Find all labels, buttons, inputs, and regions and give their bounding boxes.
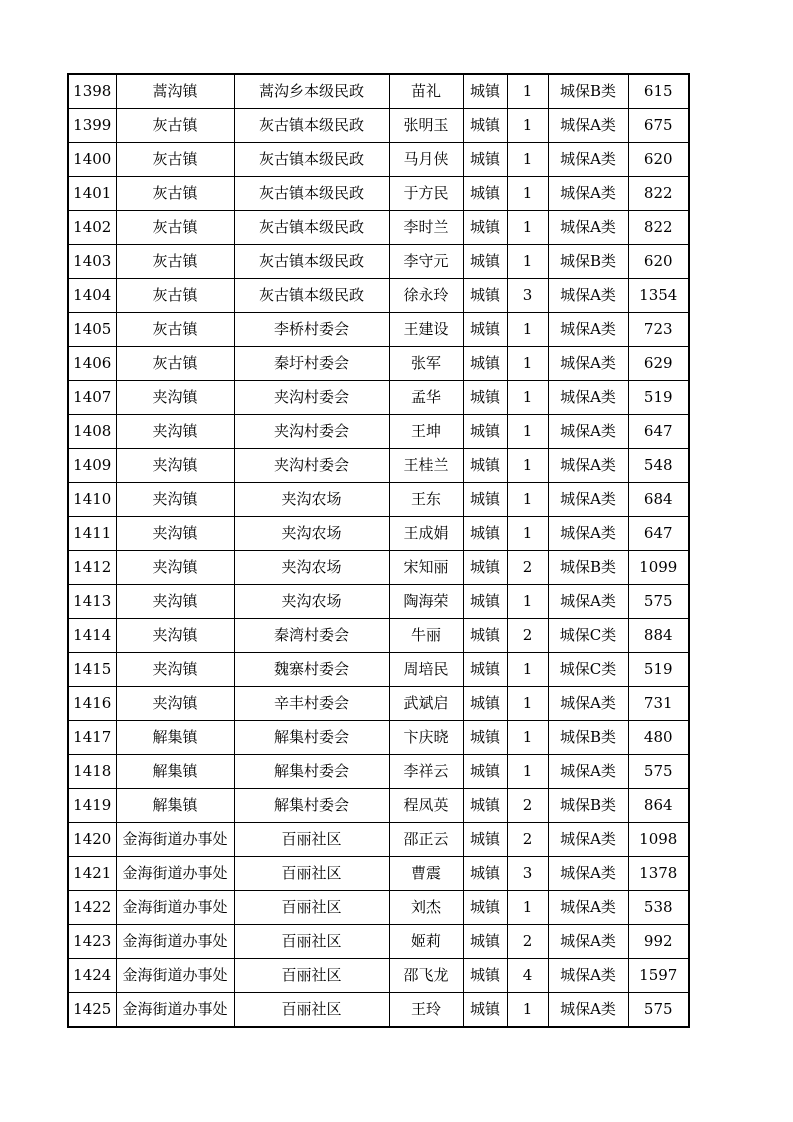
cell-person-name: 李祥云 [389, 755, 463, 789]
cell-household-type: 城镇 [463, 381, 507, 415]
cell-town: 灰古镇 [116, 245, 234, 279]
cell-household-type: 城镇 [463, 551, 507, 585]
cell-assistance-category: 城保A类 [548, 449, 628, 483]
cell-village-committee: 秦湾村委会 [234, 619, 389, 653]
cell-household-type: 城镇 [463, 925, 507, 959]
relief-roster-table [67, 73, 690, 1028]
table-row [68, 483, 689, 517]
cell-household-type: 城镇 [463, 823, 507, 857]
cell-village-committee: 解集村委会 [234, 789, 389, 823]
cell-household-type: 城镇 [463, 245, 507, 279]
cell-row-number: 1408 [68, 415, 116, 449]
cell-row-number: 1420 [68, 823, 116, 857]
cell-amount: 822 [628, 177, 689, 211]
cell-person-name: 曹震 [389, 857, 463, 891]
cell-member-count: 1 [507, 687, 548, 721]
cell-household-type: 城镇 [463, 755, 507, 789]
table-row [68, 993, 689, 1028]
cell-member-count: 2 [507, 619, 548, 653]
cell-village-committee: 夹沟农场 [234, 483, 389, 517]
cell-assistance-category: 城保A类 [548, 585, 628, 619]
table-row [68, 245, 689, 279]
cell-person-name: 王坤 [389, 415, 463, 449]
table-row [68, 653, 689, 687]
cell-household-type: 城镇 [463, 619, 507, 653]
cell-village-committee: 灰古镇本级民政 [234, 279, 389, 313]
cell-town: 夹沟镇 [116, 653, 234, 687]
cell-amount: 548 [628, 449, 689, 483]
cell-row-number: 1400 [68, 143, 116, 177]
cell-row-number: 1416 [68, 687, 116, 721]
cell-household-type: 城镇 [463, 653, 507, 687]
cell-person-name: 马月侠 [389, 143, 463, 177]
cell-amount: 620 [628, 245, 689, 279]
cell-member-count: 4 [507, 959, 548, 993]
cell-row-number: 1398 [68, 74, 116, 109]
cell-household-type: 城镇 [463, 177, 507, 211]
cell-amount: 1098 [628, 823, 689, 857]
cell-household-type: 城镇 [463, 789, 507, 823]
cell-assistance-category: 城保B类 [548, 74, 628, 109]
cell-assistance-category: 城保A类 [548, 177, 628, 211]
cell-town: 金海街道办事处 [116, 857, 234, 891]
cell-town: 解集镇 [116, 789, 234, 823]
cell-assistance-category: 城保A类 [548, 109, 628, 143]
cell-member-count: 1 [507, 109, 548, 143]
cell-person-name: 姬莉 [389, 925, 463, 959]
cell-row-number: 1421 [68, 857, 116, 891]
cell-village-committee: 解集村委会 [234, 755, 389, 789]
cell-person-name: 邵正云 [389, 823, 463, 857]
cell-amount: 684 [628, 483, 689, 517]
cell-member-count: 1 [507, 143, 548, 177]
cell-person-name: 张明玉 [389, 109, 463, 143]
cell-assistance-category: 城保B类 [548, 551, 628, 585]
cell-household-type: 城镇 [463, 347, 507, 381]
cell-amount: 575 [628, 993, 689, 1028]
table-row [68, 687, 689, 721]
table-row [68, 619, 689, 653]
cell-amount: 647 [628, 415, 689, 449]
cell-person-name: 李时兰 [389, 211, 463, 245]
cell-assistance-category: 城保A类 [548, 313, 628, 347]
cell-household-type: 城镇 [463, 687, 507, 721]
table-row [68, 823, 689, 857]
cell-member-count: 3 [507, 279, 548, 313]
cell-village-committee: 辛丰村委会 [234, 687, 389, 721]
cell-member-count: 1 [507, 449, 548, 483]
cell-amount: 1099 [628, 551, 689, 585]
cell-village-committee: 灰古镇本级民政 [234, 177, 389, 211]
cell-household-type: 城镇 [463, 415, 507, 449]
table-row [68, 109, 689, 143]
table-row [68, 313, 689, 347]
cell-household-type: 城镇 [463, 109, 507, 143]
table-row [68, 551, 689, 585]
cell-town: 夹沟镇 [116, 585, 234, 619]
cell-town: 夹沟镇 [116, 551, 234, 585]
cell-row-number: 1415 [68, 653, 116, 687]
cell-row-number: 1425 [68, 993, 116, 1028]
table-row [68, 449, 689, 483]
cell-member-count: 3 [507, 857, 548, 891]
cell-town: 夹沟镇 [116, 449, 234, 483]
cell-town: 灰古镇 [116, 143, 234, 177]
cell-household-type: 城镇 [463, 721, 507, 755]
cell-member-count: 2 [507, 823, 548, 857]
cell-household-type: 城镇 [463, 891, 507, 925]
cell-amount: 615 [628, 74, 689, 109]
cell-amount: 1354 [628, 279, 689, 313]
cell-person-name: 陶海荣 [389, 585, 463, 619]
cell-household-type: 城镇 [463, 211, 507, 245]
cell-assistance-category: 城保B类 [548, 789, 628, 823]
cell-person-name: 王建设 [389, 313, 463, 347]
cell-row-number: 1404 [68, 279, 116, 313]
cell-assistance-category: 城保A类 [548, 347, 628, 381]
cell-village-committee: 百丽社区 [234, 891, 389, 925]
table-row [68, 381, 689, 415]
cell-town: 夹沟镇 [116, 483, 234, 517]
cell-village-committee: 百丽社区 [234, 959, 389, 993]
cell-town: 蒿沟镇 [116, 74, 234, 109]
cell-member-count: 1 [507, 483, 548, 517]
cell-person-name: 李守元 [389, 245, 463, 279]
cell-person-name: 卞庆晓 [389, 721, 463, 755]
table-row [68, 177, 689, 211]
table-row [68, 74, 689, 109]
cell-assistance-category: 城保A类 [548, 993, 628, 1028]
cell-assistance-category: 城保A类 [548, 891, 628, 925]
cell-member-count: 1 [507, 347, 548, 381]
cell-row-number: 1406 [68, 347, 116, 381]
cell-row-number: 1418 [68, 755, 116, 789]
table-row [68, 211, 689, 245]
cell-member-count: 1 [507, 211, 548, 245]
cell-member-count: 1 [507, 653, 548, 687]
table-row [68, 517, 689, 551]
cell-person-name: 张军 [389, 347, 463, 381]
cell-village-committee: 秦圩村委会 [234, 347, 389, 381]
cell-village-committee: 夹沟农场 [234, 517, 389, 551]
cell-village-committee: 灰古镇本级民政 [234, 211, 389, 245]
cell-person-name: 邵飞龙 [389, 959, 463, 993]
cell-amount: 723 [628, 313, 689, 347]
cell-village-committee: 魏寨村委会 [234, 653, 389, 687]
cell-row-number: 1412 [68, 551, 116, 585]
cell-town: 夹沟镇 [116, 415, 234, 449]
cell-person-name: 程凤英 [389, 789, 463, 823]
cell-town: 解集镇 [116, 721, 234, 755]
cell-household-type: 城镇 [463, 857, 507, 891]
cell-town: 金海街道办事处 [116, 823, 234, 857]
cell-amount: 822 [628, 211, 689, 245]
cell-member-count: 1 [507, 245, 548, 279]
cell-row-number: 1399 [68, 109, 116, 143]
cell-member-count: 1 [507, 721, 548, 755]
cell-town: 灰古镇 [116, 211, 234, 245]
cell-row-number: 1414 [68, 619, 116, 653]
cell-person-name: 牛丽 [389, 619, 463, 653]
cell-member-count: 1 [507, 585, 548, 619]
cell-row-number: 1410 [68, 483, 116, 517]
table-body [68, 74, 689, 1027]
cell-member-count: 1 [507, 415, 548, 449]
cell-assistance-category: 城保C类 [548, 619, 628, 653]
cell-town: 金海街道办事处 [116, 959, 234, 993]
cell-assistance-category: 城保B类 [548, 721, 628, 755]
cell-household-type: 城镇 [463, 517, 507, 551]
cell-assistance-category: 城保B类 [548, 245, 628, 279]
cell-member-count: 1 [507, 313, 548, 347]
cell-member-count: 1 [507, 177, 548, 211]
cell-assistance-category: 城保A类 [548, 959, 628, 993]
cell-row-number: 1423 [68, 925, 116, 959]
cell-village-committee: 夹沟村委会 [234, 449, 389, 483]
cell-assistance-category: 城保A类 [548, 483, 628, 517]
cell-amount: 480 [628, 721, 689, 755]
table-row [68, 585, 689, 619]
cell-assistance-category: 城保A类 [548, 755, 628, 789]
cell-assistance-category: 城保A类 [548, 211, 628, 245]
table-row [68, 857, 689, 891]
cell-amount: 731 [628, 687, 689, 721]
cell-village-committee: 夹沟农场 [234, 585, 389, 619]
cell-amount: 647 [628, 517, 689, 551]
cell-person-name: 宋知丽 [389, 551, 463, 585]
cell-amount: 519 [628, 653, 689, 687]
cell-amount: 575 [628, 755, 689, 789]
table-row [68, 925, 689, 959]
cell-amount: 992 [628, 925, 689, 959]
cell-amount: 620 [628, 143, 689, 177]
cell-household-type: 城镇 [463, 74, 507, 109]
cell-assistance-category: 城保A类 [548, 687, 628, 721]
cell-village-committee: 百丽社区 [234, 993, 389, 1028]
table-row [68, 755, 689, 789]
cell-village-committee: 百丽社区 [234, 857, 389, 891]
cell-row-number: 1417 [68, 721, 116, 755]
cell-person-name: 苗礼 [389, 74, 463, 109]
cell-person-name: 王桂兰 [389, 449, 463, 483]
cell-row-number: 1424 [68, 959, 116, 993]
cell-town: 金海街道办事处 [116, 925, 234, 959]
cell-person-name: 王东 [389, 483, 463, 517]
cell-member-count: 2 [507, 551, 548, 585]
cell-member-count: 1 [507, 381, 548, 415]
cell-row-number: 1411 [68, 517, 116, 551]
cell-member-count: 2 [507, 925, 548, 959]
cell-amount: 629 [628, 347, 689, 381]
cell-town: 金海街道办事处 [116, 993, 234, 1028]
cell-household-type: 城镇 [463, 143, 507, 177]
cell-member-count: 1 [507, 517, 548, 551]
cell-person-name: 王玲 [389, 993, 463, 1028]
cell-member-count: 1 [507, 993, 548, 1028]
cell-town: 灰古镇 [116, 177, 234, 211]
cell-assistance-category: 城保A类 [548, 925, 628, 959]
cell-town: 夹沟镇 [116, 381, 234, 415]
table-row [68, 143, 689, 177]
cell-person-name: 孟华 [389, 381, 463, 415]
cell-town: 灰古镇 [116, 347, 234, 381]
cell-town: 灰古镇 [116, 109, 234, 143]
cell-member-count: 2 [507, 789, 548, 823]
cell-person-name: 周培民 [389, 653, 463, 687]
cell-assistance-category: 城保A类 [548, 143, 628, 177]
cell-person-name: 刘杰 [389, 891, 463, 925]
cell-household-type: 城镇 [463, 993, 507, 1028]
table-row [68, 789, 689, 823]
cell-household-type: 城镇 [463, 483, 507, 517]
table-row [68, 415, 689, 449]
cell-household-type: 城镇 [463, 585, 507, 619]
cell-village-committee: 李桥村委会 [234, 313, 389, 347]
cell-row-number: 1422 [68, 891, 116, 925]
table-row [68, 891, 689, 925]
cell-member-count: 1 [507, 891, 548, 925]
cell-row-number: 1413 [68, 585, 116, 619]
cell-household-type: 城镇 [463, 279, 507, 313]
cell-village-committee: 灰古镇本级民政 [234, 143, 389, 177]
cell-town: 金海街道办事处 [116, 891, 234, 925]
cell-row-number: 1405 [68, 313, 116, 347]
cell-row-number: 1403 [68, 245, 116, 279]
cell-assistance-category: 城保C类 [548, 653, 628, 687]
cell-assistance-category: 城保A类 [548, 279, 628, 313]
cell-town: 夹沟镇 [116, 687, 234, 721]
cell-assistance-category: 城保A类 [548, 415, 628, 449]
cell-village-committee: 蒿沟乡本级民政 [234, 74, 389, 109]
cell-amount: 519 [628, 381, 689, 415]
cell-amount: 538 [628, 891, 689, 925]
cell-village-committee: 灰古镇本级民政 [234, 109, 389, 143]
cell-assistance-category: 城保A类 [548, 517, 628, 551]
cell-row-number: 1401 [68, 177, 116, 211]
cell-assistance-category: 城保A类 [548, 857, 628, 891]
table-row [68, 279, 689, 313]
cell-assistance-category: 城保A类 [548, 381, 628, 415]
cell-row-number: 1402 [68, 211, 116, 245]
cell-town: 灰古镇 [116, 313, 234, 347]
cell-person-name: 王成娟 [389, 517, 463, 551]
cell-amount: 1378 [628, 857, 689, 891]
cell-amount: 675 [628, 109, 689, 143]
cell-village-committee: 夹沟村委会 [234, 381, 389, 415]
cell-assistance-category: 城保A类 [548, 823, 628, 857]
cell-person-name: 徐永玲 [389, 279, 463, 313]
cell-town: 夹沟镇 [116, 517, 234, 551]
cell-amount: 864 [628, 789, 689, 823]
cell-village-committee: 夹沟农场 [234, 551, 389, 585]
cell-person-name: 武斌启 [389, 687, 463, 721]
table-row [68, 959, 689, 993]
cell-row-number: 1407 [68, 381, 116, 415]
cell-town: 夹沟镇 [116, 619, 234, 653]
cell-person-name: 于方民 [389, 177, 463, 211]
cell-town: 解集镇 [116, 755, 234, 789]
cell-village-committee: 解集村委会 [234, 721, 389, 755]
cell-village-committee: 百丽社区 [234, 925, 389, 959]
cell-amount: 1597 [628, 959, 689, 993]
cell-village-committee: 灰古镇本级民政 [234, 245, 389, 279]
cell-amount: 884 [628, 619, 689, 653]
cell-household-type: 城镇 [463, 959, 507, 993]
table-row [68, 347, 689, 381]
table-row [68, 721, 689, 755]
cell-village-committee: 百丽社区 [234, 823, 389, 857]
cell-household-type: 城镇 [463, 313, 507, 347]
cell-member-count: 1 [507, 74, 548, 109]
cell-row-number: 1409 [68, 449, 116, 483]
cell-amount: 575 [628, 585, 689, 619]
cell-member-count: 1 [507, 755, 548, 789]
cell-town: 灰古镇 [116, 279, 234, 313]
cell-household-type: 城镇 [463, 449, 507, 483]
cell-row-number: 1419 [68, 789, 116, 823]
cell-village-committee: 夹沟村委会 [234, 415, 389, 449]
